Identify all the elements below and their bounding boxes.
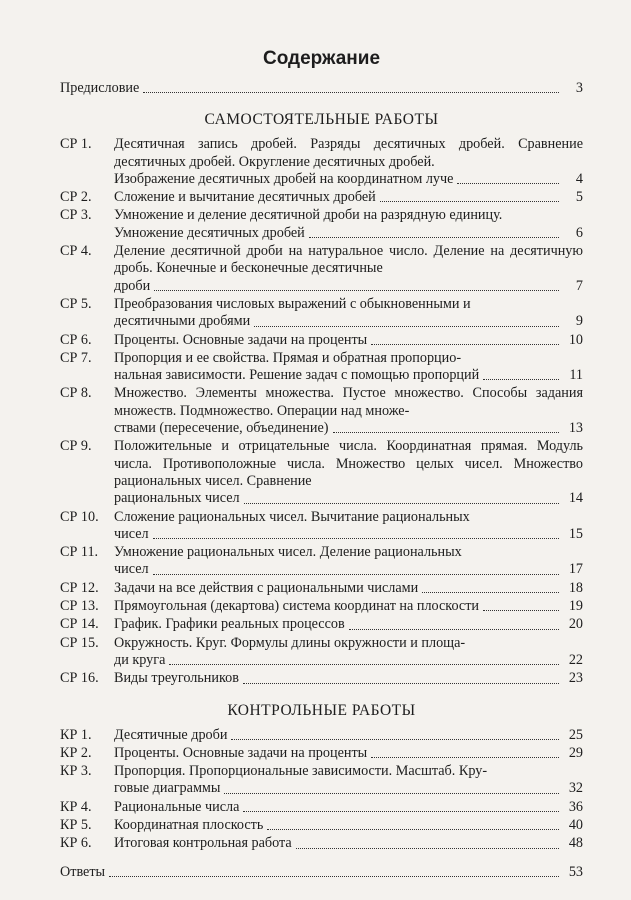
entry-text: Окружность. Круг. Формулы длины окружности и площа- <box>114 634 466 651</box>
dot-leader <box>243 811 559 812</box>
entry-code: СР 10. <box>60 508 99 525</box>
page-number: 10 <box>568 331 583 348</box>
toc-entry <box>60 635 583 670</box>
toc-entry <box>60 385 583 437</box>
page-number: 6 <box>575 224 583 241</box>
toc-answers <box>60 864 583 881</box>
dot-leader <box>224 793 559 794</box>
dot-leader <box>267 829 559 830</box>
dot-leader <box>154 290 559 291</box>
entry-code: СР 9. <box>60 438 92 455</box>
entry-text-last-line: Изображение десятичных дробей на координатном луче <box>114 170 454 187</box>
page-number: 7 <box>575 277 583 294</box>
toc-entry <box>60 835 583 852</box>
toc-entry <box>60 544 583 579</box>
page-number: 36 <box>568 798 583 815</box>
toc-entry <box>60 727 583 744</box>
entry-text: Десятичная запись дробей. Разряды десятичных дробей. Сравнение десятичных дробей. Округление десятичных дробей. <box>114 136 583 170</box>
entry-text-last-line: нальная зависимости. Решение задач с помощью пропорций <box>114 367 480 384</box>
page-number: 40 <box>568 816 583 833</box>
entry-code: КР 4. <box>60 798 92 815</box>
entry-text-last-line: дроби <box>114 277 151 294</box>
entry-code: СР 5. <box>60 295 92 312</box>
dot-leader <box>349 629 559 630</box>
dot-leader <box>483 610 559 611</box>
entry-code: СР 7. <box>60 349 92 366</box>
toc-entry <box>60 207 583 242</box>
toc-entry <box>60 616 583 633</box>
entry-text-last-line: рациональных чисел <box>114 490 240 507</box>
page-number: 17 <box>568 561 583 578</box>
toc-entry <box>60 817 583 834</box>
page-number: 14 <box>568 490 583 507</box>
entry-text-last-line: График. Графики реальных процессов <box>114 616 345 633</box>
page-number: 25 <box>568 726 583 743</box>
toc-entry <box>60 438 583 507</box>
toc-entry <box>60 799 583 816</box>
page-number: 53 <box>568 863 583 880</box>
toc-entry <box>60 598 583 615</box>
toc-entry <box>60 580 583 597</box>
dot-leader <box>422 592 559 593</box>
toc-entry <box>60 332 583 349</box>
entry-text: Умножение и деление десятичной дроби на разрядную единицу. <box>114 207 503 224</box>
entry-text: Деление десятичной дроби на натуральное число. Деление на десятичную дробь. Конечные и бесконечные десятичные <box>114 243 583 277</box>
entry-code: КР 6. <box>60 835 92 852</box>
entry-text-last-line: ствами (пересечение, объединение) <box>114 420 329 437</box>
entry-text-last-line: Проценты. Основные задачи на проценты <box>114 744 368 761</box>
page-number: 3 <box>575 80 583 96</box>
entry-text-last-line: Прямоугольная (декартова) система координат на плоскости <box>114 598 479 615</box>
dot-leader <box>333 432 559 433</box>
entry-text-last-line: ди круга <box>114 651 166 668</box>
page-number: 48 <box>568 835 583 852</box>
entry-text: Умножение рациональных чисел. Деление рациональных <box>114 544 462 561</box>
entry-code: СР 1. <box>60 136 92 153</box>
entry-code: СР 4. <box>60 243 92 260</box>
entry-code: СР 16. <box>60 670 99 687</box>
entry-code: СР 14. <box>60 616 99 633</box>
toc-preface <box>60 80 583 97</box>
entry-text: Положительные и отрицательные числа. Координатная прямая. Модуль числа. Противоположные числа. Множество целых чисел. Множество рациональных чисел. Сравнение <box>114 438 583 489</box>
page-number: 20 <box>568 616 583 633</box>
toc-entry <box>60 350 583 385</box>
entry-code: СР 11. <box>60 544 99 561</box>
entry-text: Пропорция и ее свойства. Прямая и обратная пропорцио- <box>114 349 462 366</box>
dot-leader <box>143 92 559 93</box>
entry-text: Сложение рациональных чисел. Вычитание рациональных <box>114 508 470 525</box>
dot-leader <box>457 183 559 184</box>
page-number: 13 <box>568 420 583 437</box>
dot-leader <box>380 201 559 202</box>
page-number: 23 <box>568 670 583 687</box>
page-number: 29 <box>568 744 583 761</box>
dot-leader <box>296 848 559 849</box>
entry-text: Множество. Элементы множества. Пустое множество. Способы задания множеств. Подмножество. Операции над множе- <box>114 385 583 419</box>
page-number: 15 <box>568 525 583 542</box>
entry-code: СР 6. <box>60 331 92 348</box>
dot-leader <box>254 326 559 327</box>
dot-leader <box>169 664 559 665</box>
entry-code: СР 12. <box>60 579 99 596</box>
entry-text-last-line: чисел <box>114 561 149 578</box>
entry-text-last-line: Умножение десятичных дробей <box>114 224 305 241</box>
page-number: 32 <box>568 780 583 797</box>
entry-text-last-line: говые диаграммы <box>114 780 221 797</box>
dot-leader <box>483 379 559 380</box>
dot-leader <box>153 538 559 539</box>
dot-leader <box>371 757 559 758</box>
toc-entry <box>60 136 583 188</box>
entry-code: КР 3. <box>60 763 92 780</box>
entry-text-last-line: Задачи на все действия с рациональными числами <box>114 579 419 596</box>
page-number: 22 <box>568 651 583 668</box>
entry-text-last-line: Координатная плоскость <box>114 816 264 833</box>
entry-text-last-line: Проценты. Основные задачи на проценты <box>114 331 368 348</box>
dot-leader <box>244 503 559 504</box>
dot-leader <box>109 876 559 877</box>
entry-code: СР 13. <box>60 598 99 615</box>
entry-text-last-line: Итоговая контрольная работа <box>114 835 292 852</box>
independent-works-list <box>60 136 583 687</box>
page-number: 9 <box>575 313 583 330</box>
toc-entry <box>60 189 583 206</box>
entry-code: КР 1. <box>60 726 92 743</box>
toc-entry <box>60 670 583 687</box>
dot-leader <box>371 344 559 345</box>
entry-text-last-line: Сложение и вычитание десятичных дробей <box>114 189 376 206</box>
page-number: 4 <box>575 170 583 187</box>
entry-code: СР 15. <box>60 634 99 651</box>
page-number: 19 <box>568 598 583 615</box>
entry-code: СР 8. <box>60 385 92 402</box>
dot-leader <box>153 574 559 575</box>
entry-code: КР 2. <box>60 744 92 761</box>
entry-text-last-line: десятичными дробями <box>114 313 251 330</box>
page-number: 11 <box>569 367 583 384</box>
toc-entry <box>60 296 583 331</box>
dot-leader <box>309 237 559 238</box>
entry-code: КР 5. <box>60 816 92 833</box>
section-title-control: КОНТРОЛЬНЫЕ РАБОТЫ <box>227 701 416 719</box>
entry-text-last-line: Десятичные дроби <box>114 726 228 743</box>
entry-text-last-line: Рациональные числа <box>114 798 240 815</box>
entry-text-last-line: Виды треугольников <box>114 670 239 687</box>
page-title: Содержание <box>262 48 381 69</box>
toc-entry <box>60 243 583 295</box>
entry-code: СР 2. <box>60 189 92 206</box>
toc-label: Предисловие <box>60 80 140 96</box>
toc-entry <box>60 509 583 544</box>
section-title-independent: САМОСТОЯТЕЛЬНЫЕ РАБОТЫ <box>204 111 439 129</box>
page-number: 5 <box>575 189 583 206</box>
entry-text-last-line: чисел <box>114 525 149 542</box>
control-works-list <box>60 727 583 853</box>
toc-entry <box>60 763 583 798</box>
entry-text: Пропорция. Пропорциональные зависимости. Масштаб. Кру- <box>114 763 488 780</box>
toc-label: Ответы <box>60 863 106 880</box>
toc-entry <box>60 745 583 762</box>
entry-text: Преобразования числовых выражений с обыкновенными и <box>114 295 471 312</box>
entry-code: СР 3. <box>60 207 92 224</box>
dot-leader <box>231 739 559 740</box>
dot-leader <box>243 683 559 684</box>
page-number: 18 <box>568 579 583 596</box>
